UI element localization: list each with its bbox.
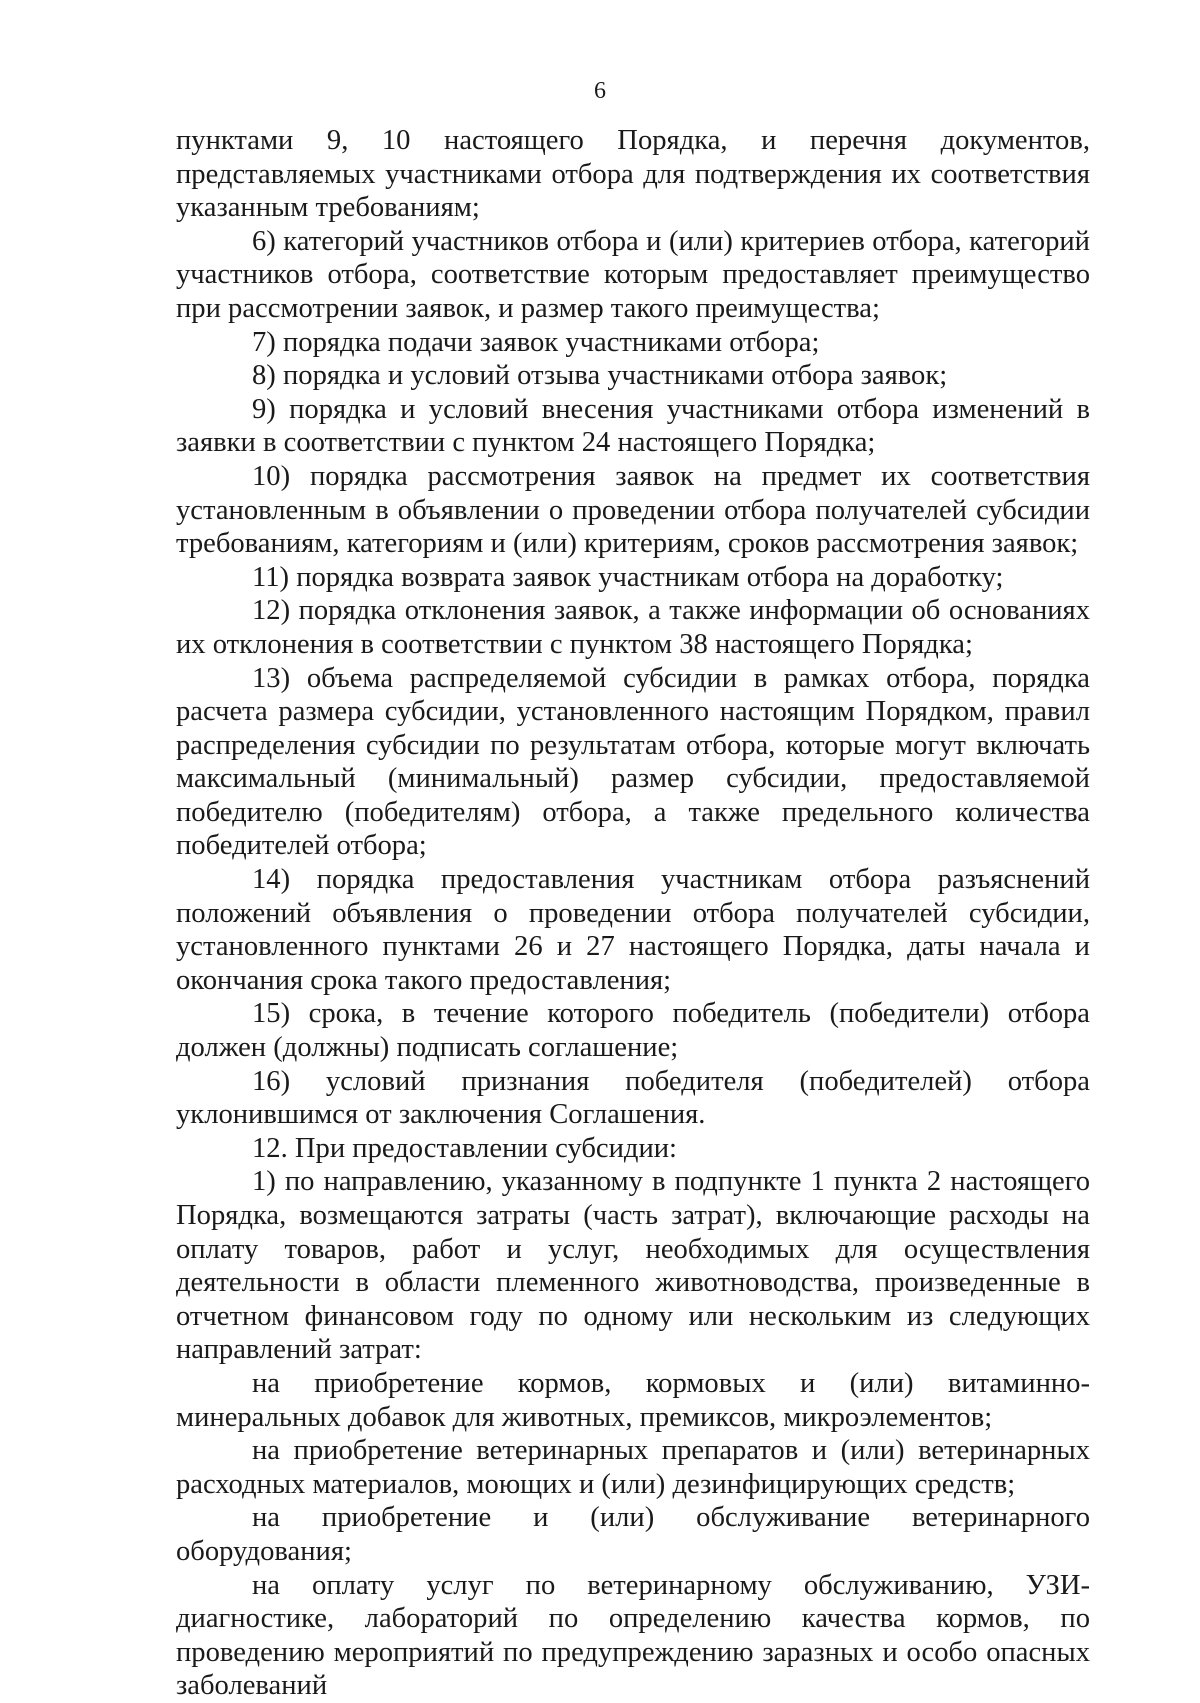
paragraph: 9) порядка и условий внесения участниками отбора изменений в заявки в соответствии с пунктом 24 настоящего Порядка;	[176, 393, 1090, 459]
paragraph: на приобретение и (или) обслуживание ветеринарного оборудования;	[176, 1502, 1090, 1567]
paragraph: 10) порядка рассмотрения заявок на предмет их соответствия установленным в объявлении о проведении отбора получателей субсидии требованиям, категориям и (или) критериям, сроков рассмотрения заявок;	[176, 460, 1090, 560]
paragraph: на приобретение ветеринарных препаратов и (или) ветеринарных расходных материалов, моющих и (или) дезинфицирующих средств;	[176, 1435, 1090, 1500]
paragraph: 8) порядка и условий отзыва участниками отбора заявок;	[252, 360, 948, 392]
paragraph: на оплату услуг по ветеринарному обслуживанию, УЗИ-диагностике, лабораторий по определению качества кормов, по проведению мероприятий по предупреждению заразных и особо опасных заболеваний	[176, 1569, 1090, 1702]
paragraph: 15) срока, в течение которого победитель (победители) отбора должен (должны) подписать соглашение;	[176, 998, 1090, 1064]
paragraph: 6) категорий участников отбора и (или) критериев отбора, категорий участников отбора, соответствие которым предоставляет преимущество при рассмотрении заявок, и размер такого преимущества;	[176, 225, 1090, 324]
paragraph: на приобретение кормов, кормовых и (или) витаминно-минеральных добавок для животных, премиксов, микроэлементов;	[176, 1367, 1090, 1433]
paragraph: 7) порядка подачи заявок участниками отбора;	[252, 326, 820, 358]
paragraph: 1) по направлению, указанному в подпункте 1 пункта 2 настоящего Порядка, возмещаются затраты (часть затрат), включающие расходы на оплату товаров, работ и услуг, необходимых для осуществления деятельности в области племенного животноводства, произведенные в отчетном финансовом году по одному или нескольким из следующих направлений затрат:	[176, 1166, 1090, 1366]
paragraph: 11) порядка возврата заявок участникам отбора на доработку;	[252, 561, 1004, 593]
paragraph: 13) объема распределяемой субсидии в рамках отбора, порядка расчета размера субсидии, установленного настоящим Порядком, правил распределения субсидии по результатам отбора, которые могут включать максимальный (минимальный) размер субсидии, предоставляемой победителю (победителям) отбора, а также предельного количества победителей отбора;	[176, 662, 1090, 862]
paragraph: 12) порядка отклонения заявок, а также информации об основаниях их отклонения в соответствии с пунктом 38 настоящего Порядка;	[176, 595, 1090, 660]
paragraph: 12. При предоставлении субсидии:	[252, 1132, 677, 1164]
paragraph: 14) порядка предоставления участникам отбора разъяснений положений объявления о проведении отбора получателей субсидии, установленного пунктами 26 и 27 настоящего Порядка, даты начала и окончания срока такого предоставления;	[176, 864, 1090, 996]
paragraph: пунктами 9, 10 настоящего Порядка, и перечня документов, представляемых участниками отбора для подтверждения их соответствия указанным требованиям;	[176, 125, 1090, 224]
page-number: 6	[594, 78, 606, 104]
paragraph: 16) условий признания победителя (победителей) отбора уклонившимся от заключения Соглашения.	[176, 1065, 1090, 1131]
document-body	[176, 124, 1090, 1703]
